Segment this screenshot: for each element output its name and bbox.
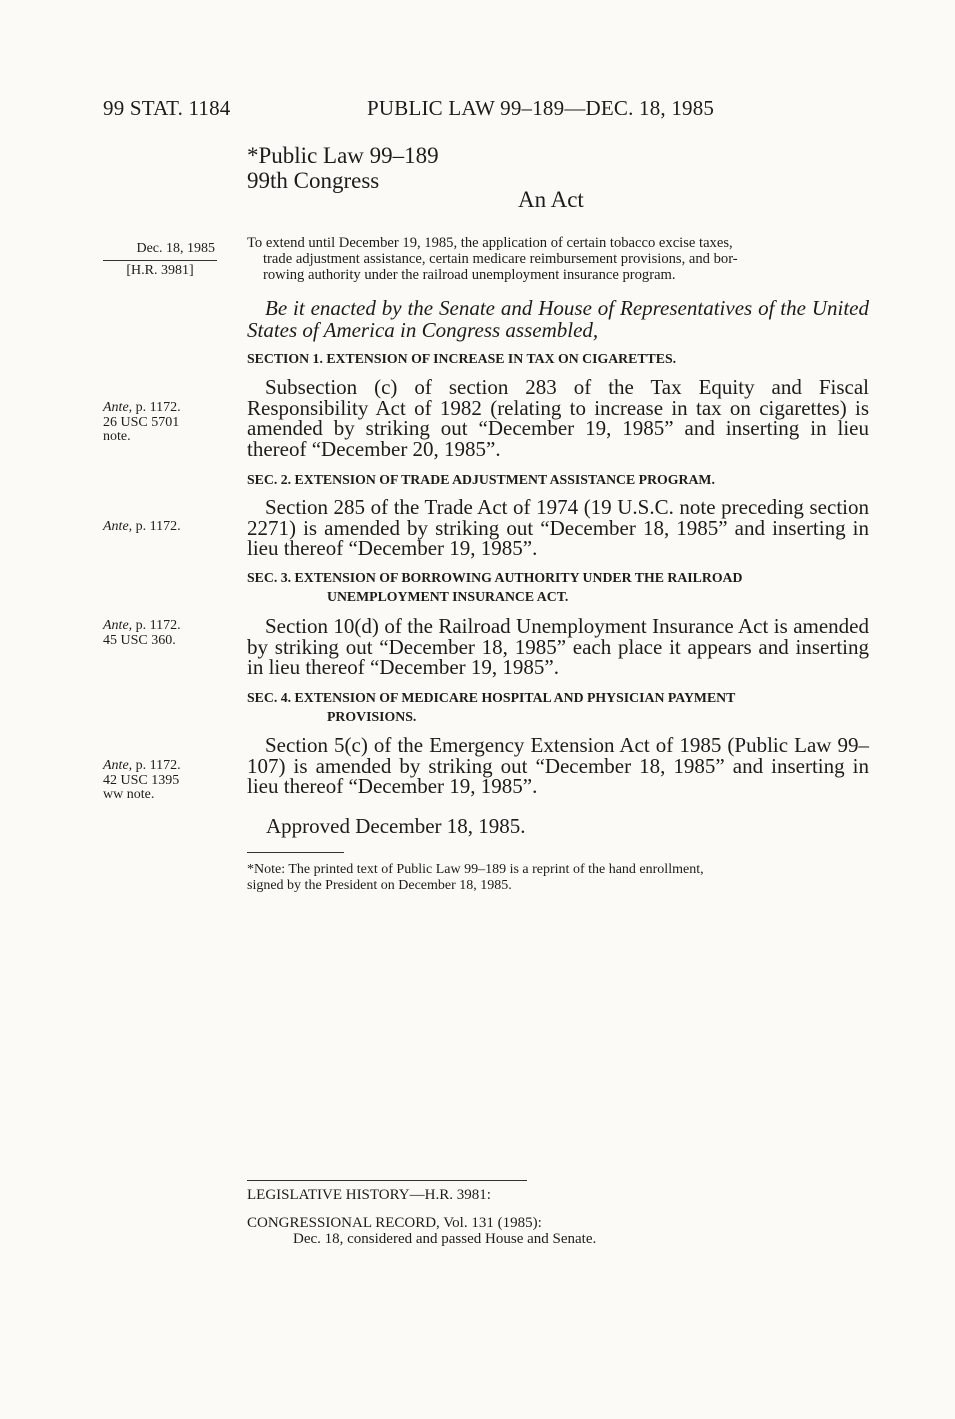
section-2-heading: SEC. 2. EXTENSION OF TRADE ADJUSTMENT ASSISTANCE PROGRAM. [247, 472, 715, 487]
section-text: Section 10(d) of the Railroad Unemployment Insurance Act is amended by striking out “December 18, 1985” each place it appears and inserting in lieu thereof “December 19, 1985”. [247, 614, 869, 679]
margin-usc: 45 USC 360. [103, 632, 176, 648]
purpose-line: rowing authority under the railroad unemployment insurance program. [263, 267, 676, 283]
margin-divider [103, 260, 217, 261]
congressional-record-entry: Dec. 18, considered and passed House and Senate. [293, 1231, 597, 1247]
section-4-heading [247, 688, 869, 726]
purpose-line: trade adjustment assistance, certain medicare reimbursement provisions, and bor- [263, 251, 738, 267]
section-4-heading-line: SEC. 4. EXTENSION OF MEDICARE HOSPITAL AND PHYSICIAN PAYMENT [247, 690, 736, 705]
section-3-text [247, 616, 869, 678]
margin-page: p. 1172. [132, 519, 181, 534]
section-3-heading-line: SEC. 3. EXTENSION OF BORROWING AUTHORITY UNDER THE RAILROAD [247, 570, 743, 585]
enacting-clause [247, 297, 869, 341]
margin-ante: Ante, [103, 618, 133, 633]
margin-note-sec2 [103, 520, 181, 535]
congressional-record-title: CONGRESSIONAL RECORD, Vol. 131 (1985): [247, 1215, 542, 1231]
margin-note-sec3 [103, 619, 181, 648]
purpose-clause [247, 235, 869, 283]
section-3-heading-line: UNEMPLOYMENT INSURANCE ACT. [327, 589, 569, 604]
margin-date: Dec. 18, 1985 [136, 241, 215, 256]
title-block [247, 143, 439, 193]
margin-ante: Ante, [103, 400, 133, 415]
margin-usc: 26 USC 5701 [103, 414, 180, 430]
purpose-line: To extend until December 19, 1985, the application of certain tobacco excise taxes, [247, 235, 733, 251]
margin-usc: 42 USC 1395 [103, 772, 180, 788]
section-text: Section 285 of the Trade Act of 1974 (19 U.S.C. note preceding section 2271) is amended by striking out “December 18, 1985” and inserting in lieu thereof “December 19, 1985”. [247, 495, 869, 560]
legislative-history-rule [247, 1180, 527, 1181]
margin-date-block [103, 241, 217, 279]
footnote-line: signed by the President on December 18, 1985. [247, 877, 512, 893]
approval-date: Approved December 18, 1985. [266, 814, 526, 838]
margin-page: p. 1172. [132, 400, 181, 415]
section-1-heading: SECTION 1. EXTENSION OF INCREASE IN TAX ON CIGARETTES. [247, 351, 677, 366]
margin-bill-number: [H.R. 3981] [126, 263, 194, 278]
margin-ante: Ante, [103, 758, 133, 773]
legislative-history-title: LEGISLATIVE HISTORY—H.R. 3981: [247, 1187, 491, 1203]
margin-note-sec1 [103, 401, 181, 445]
margin-note: ww note. [103, 787, 155, 802]
public-law-number: *Public Law 99–189 [247, 143, 439, 168]
margin-page: p. 1172. [132, 758, 181, 773]
footnote-line: *Note: The printed text of Public Law 99–189 is a reprint of the hand enrollment, [247, 862, 704, 877]
section-text: Subsection (c) of section 283 of the Tax Equity and Fiscal Responsibility Act of 1982 (relating to increase in tax on cigarettes) is amended by striking out “December 19, 1985” and inserting in lieu thereof “December 20, 1985”. [247, 375, 869, 461]
enacting-text: Be it enacted by the Senate and House of Representatives of the United States of America in Congress assembled, [247, 296, 869, 342]
margin-note-sec4 [103, 759, 181, 803]
section-text: Section 5(c) of the Emergency Extension Act of 1985 (Public Law 99–107) is amended by striking out “December 18, 1985” and inserting in lieu thereof “December 19, 1985”. [247, 733, 869, 798]
congress-number: 99th Congress [247, 168, 380, 193]
running-header: PUBLIC LAW 99–189—DEC. 18, 1985 [367, 96, 715, 120]
section-4-heading-line: PROVISIONS. [327, 709, 417, 724]
section-1-text [247, 377, 869, 459]
margin-page: p. 1172. [132, 618, 181, 633]
margin-ante: Ante, [103, 519, 133, 534]
margin-note: note. [103, 429, 131, 444]
footnote [247, 862, 869, 893]
section-3-heading [247, 568, 869, 606]
section-2-text [247, 497, 869, 559]
stat-page-number: 99 STAT. 1184 [103, 96, 231, 120]
footnote-rule [247, 852, 344, 853]
section-4-text [247, 735, 869, 797]
congressional-record [247, 1215, 596, 1247]
an-act-heading: An Act [518, 187, 584, 212]
